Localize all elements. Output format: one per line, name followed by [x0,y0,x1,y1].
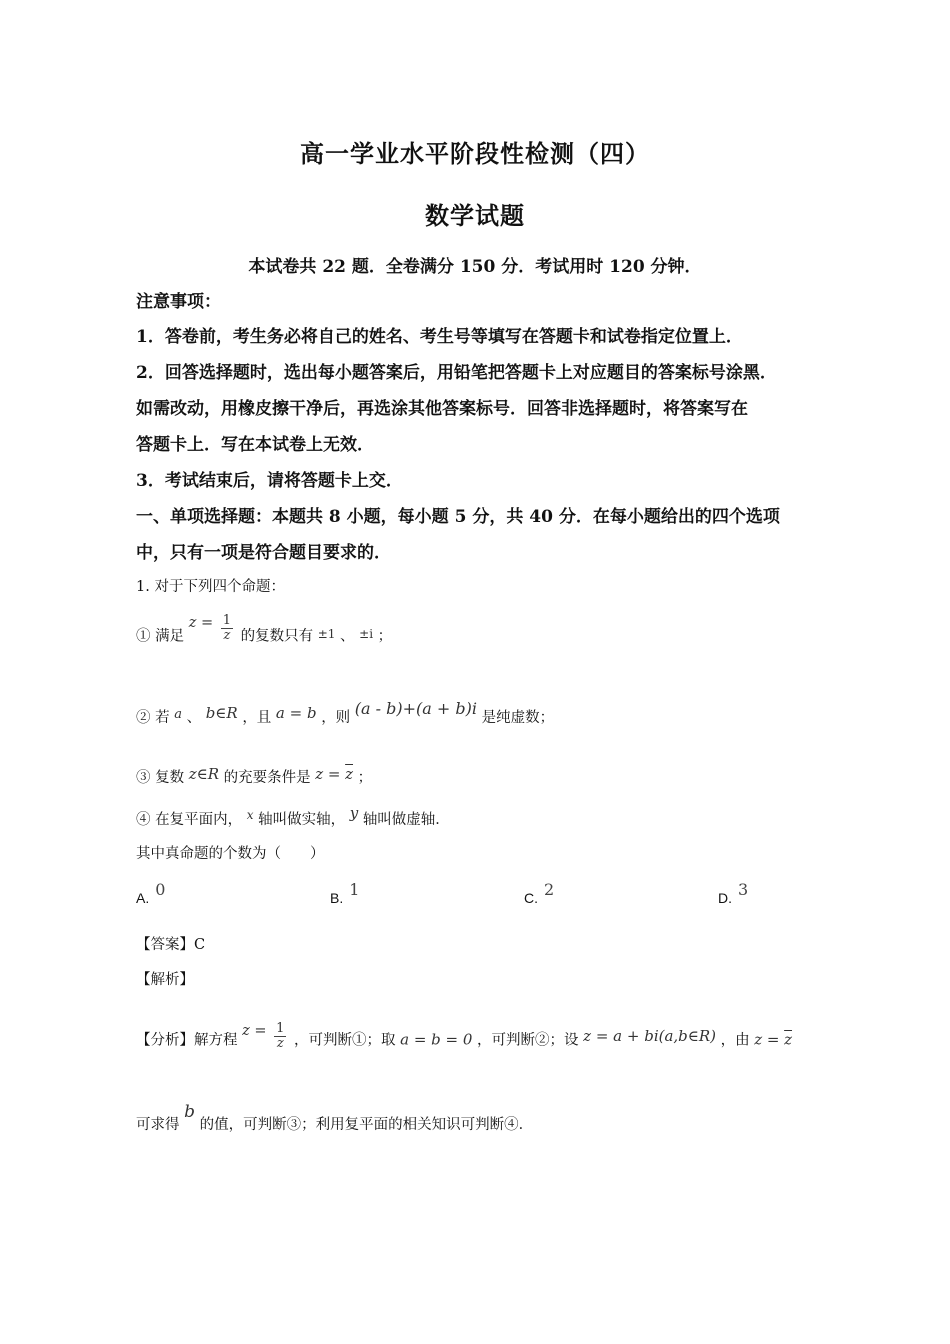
analysis-heading: 【解析】 [136,972,194,988]
p3-text: ③ 复数 [136,770,185,786]
math-eq: = [254,1022,267,1039]
math-a: a [174,707,182,722]
section-heading: 中，只有一项是符合题目要求的． [136,543,391,563]
p2-text: ② 若 [136,710,170,726]
option-b[interactable] [330,880,359,906]
math-z-conjugate: $\overline{z}$ [784,1030,793,1049]
analysis-text: 可求得 [136,1117,180,1133]
p1-end: ； [377,628,393,645]
option-value: 3 [738,880,749,899]
math-pm1: ±1 [317,626,336,641]
option-label: A. [136,890,150,906]
analysis-text: 【分析】解方程 [136,1032,238,1049]
notice-heading: 注意事项： [136,292,221,312]
notice-line: 1．答卷前，考生务必将自己的姓名、考生号等填写在答题卡和试卷指定位置上． [136,327,743,347]
section-heading: 一、单项选择题：本题共 8 小题，每小题 5 分，共 40 分．在每小题给出的四个选项 [136,507,780,527]
answer-line: 【答案】C [136,937,206,953]
p4-text: 轴叫做实轴， [258,812,346,828]
option-a[interactable] [136,880,165,906]
question-ask: 其中真命题的个数为（ ） [136,846,325,862]
p1-text: ① 满足 [136,628,185,645]
p3-text: 的充要条件是 [223,770,311,786]
exam-title: 高一学业水平阶段性检测（四） [300,139,650,168]
math-b: b [184,1102,195,1122]
math-x: x [246,808,254,822]
p4-text: ④ 在复平面内， [136,812,243,828]
math-z-form: z = a + bi(a,b∈R) [583,1026,717,1045]
p2-text: 、 [186,710,202,726]
math-a-eq-b: a = b [275,704,317,722]
p4-text: 轴叫做虚轴． [362,812,450,828]
analysis-line [136,1021,793,1055]
fraction-numerator: 1 [222,613,232,628]
fraction-1-over-z [221,614,233,643]
fraction-denominator: z [276,1036,284,1051]
math-z: z [188,614,197,631]
question-stem: 1. 对于下列四个命题： [136,579,285,595]
option-value: 2 [544,880,555,899]
p2-text: ，且 [242,710,272,726]
fraction-denominator: z [223,628,231,643]
option-label: D. [718,890,732,906]
p1-text: 的复数只有 [240,628,314,645]
math-a-b-zero: a = b = 0 [400,1030,473,1049]
math-b-in-R: b∈R [205,704,238,722]
p2-text: ，则 [321,710,351,726]
math-z-eq: z = [315,765,341,783]
exam-intro: 本试卷共 22 题．全卷满分 150 分．考试用时 120 分钟． [248,257,702,277]
p3-end: ； [357,770,373,786]
notice-line: 如需改动，用橡皮擦干净后，再选涂其他答案标号．回答非选择题时，将答案写在 [136,399,748,419]
proposition-3 [136,766,372,787]
analysis-text: ，可判断②；设 [477,1032,579,1049]
math-eq: = [200,614,214,631]
proposition-4 [136,804,450,829]
analysis-text: 的值，可判断③；利用复平面的相关知识可判断④． [199,1117,534,1133]
math-z-conjugate: $\overline{z}$ [345,765,354,783]
math-z-in-R: z∈R [188,765,220,783]
fraction-numerator: 1 [276,1021,285,1036]
math-pure-imaginary: (a - b)+(a + b)i [354,699,478,718]
option-d[interactable] [718,880,748,906]
p1-sep: 、 [340,628,355,645]
analysis-text: ，可判断①；取 [294,1032,396,1049]
fraction-1-over-z [274,1022,286,1051]
option-value: 0 [155,880,166,899]
analysis-line [136,1102,534,1134]
math-z-eq: z = [754,1030,780,1049]
math-z: z [242,1022,250,1039]
option-value: 1 [349,880,360,899]
p2-text: 是纯虚数； [481,710,555,726]
option-label: B. [330,890,344,906]
option-label: C. [524,890,538,906]
exam-subtitle: 数学试题 [425,201,525,230]
option-c[interactable] [524,880,554,906]
notice-line: 答题卡上．写在本试卷上无效． [136,435,374,455]
math-pmi: ±i [359,626,374,641]
proposition-1 [136,613,393,651]
math-y: y [349,804,359,822]
notice-line: 2．回答选择题时，选出每小题答案后，用铅笔把答题卡上对应题目的答案标号涂黑． [136,363,777,383]
analysis-text: ，由 [720,1032,750,1049]
notice-line: 3．考试结束后，请将答题卡上交． [136,471,403,491]
proposition-2 [136,699,555,727]
